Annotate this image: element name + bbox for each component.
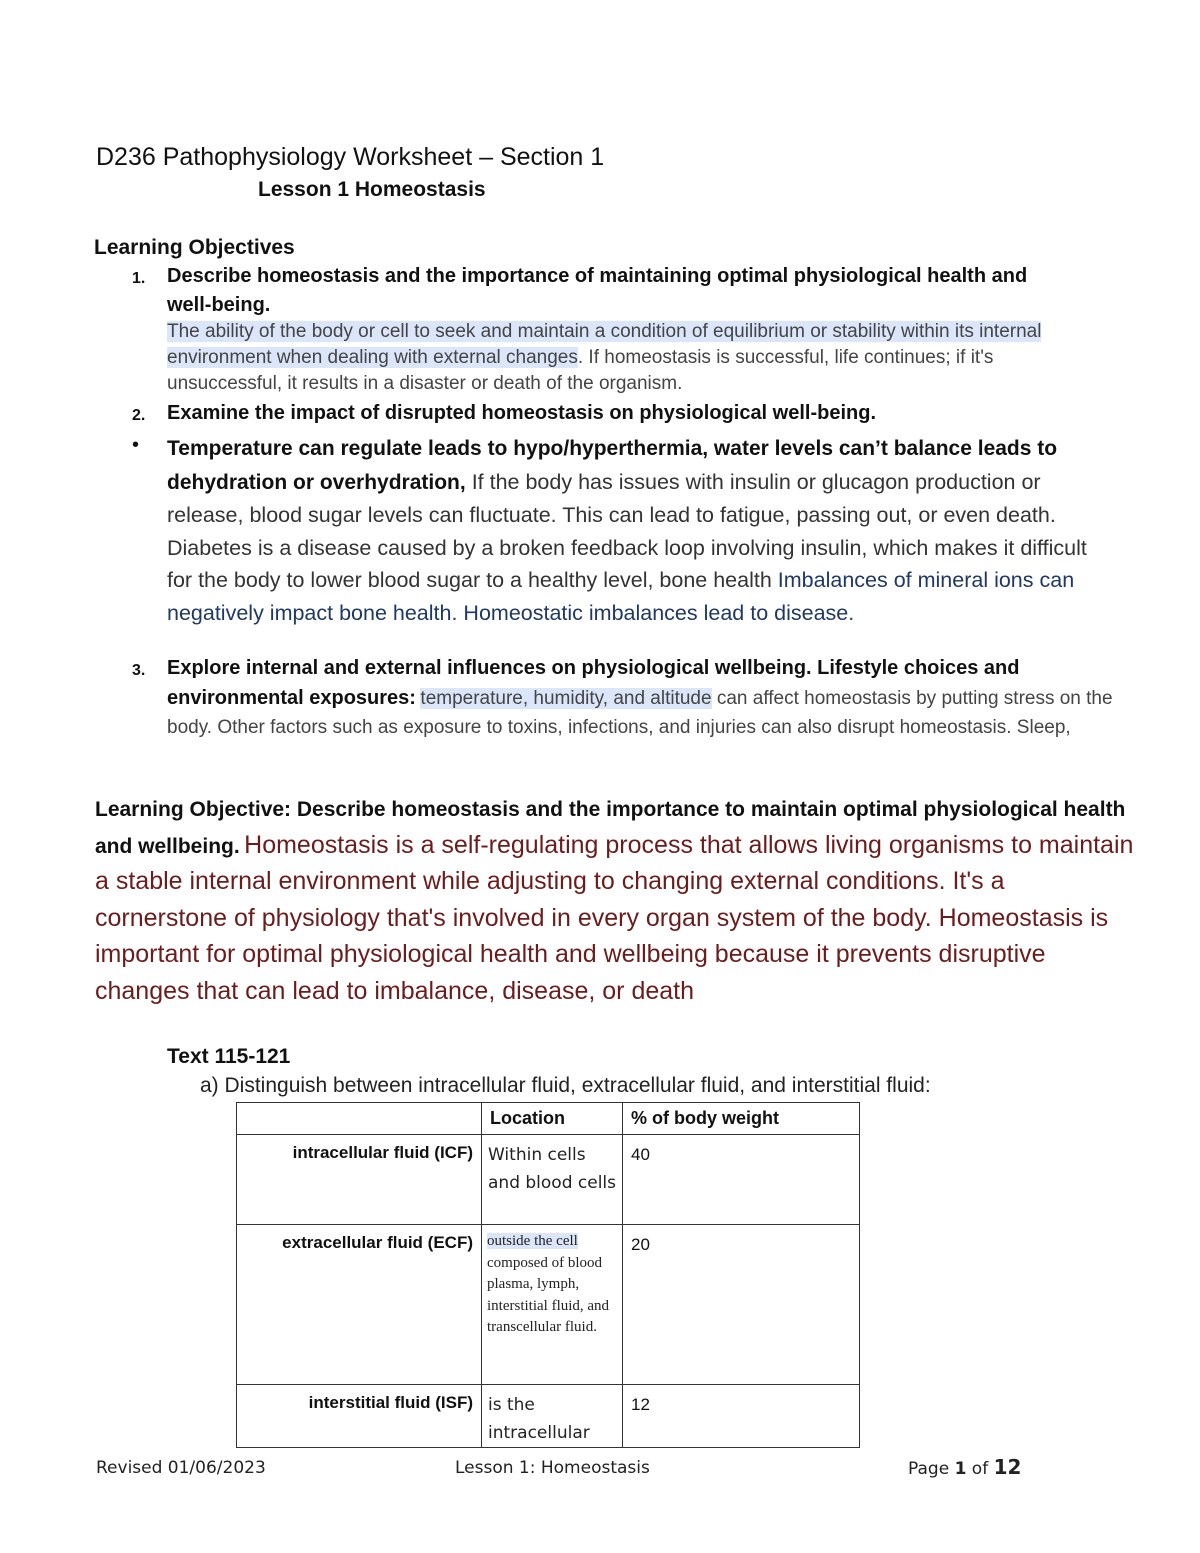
row-location: Within cells and blood cells <box>482 1135 623 1225</box>
question-a: a) Distinguish between intracellular fluid, extracellular fluid, and interstitial fluid: <box>200 1074 931 1097</box>
objective-1-answer <box>167 319 1077 397</box>
row-name: extracellular fluid (ECF) <box>237 1225 482 1385</box>
footer-page-of: of <box>966 1459 994 1479</box>
bullet-text-2: Imbalances of mineral ions can negatively impact bone health. <box>167 568 1075 625</box>
row-percent: 12 <box>623 1385 860 1448</box>
learning-objectives-heading: Learning Objectives <box>94 236 295 259</box>
lesson-title: Lesson 1 Homeostasis <box>258 178 486 201</box>
header-cell-percent: % of body weight <box>623 1103 860 1135</box>
footer-revised: Revised 01/06/2023 <box>96 1458 266 1478</box>
bullet-marker: • <box>132 434 140 456</box>
table-header-row <box>237 1103 860 1135</box>
row-name: intracellular fluid (ICF) <box>237 1135 482 1225</box>
objective-3 <box>167 654 1127 743</box>
bullet-bold: Temperature can regulate leads to hypo/hyperthermia, water levels can’t balance leads to dehydration or overhydration, <box>167 437 1058 494</box>
bullet-text-3: Homeostatic imbalances lead to disease. <box>457 600 855 625</box>
objective-1-answer-rest: . If homeostasis is successful, life continues; if it's unsuccessful, it results in a disaster or death of the organism. <box>167 347 994 394</box>
learning-objective-section <box>95 794 1135 1011</box>
footer-page-num: 1 <box>954 1459 967 1479</box>
table-row <box>237 1225 860 1385</box>
row-percent: 20 <box>623 1225 860 1385</box>
row-location-rest: composed of blood plasma, lymph, interstitial fluid, and transcellular fluid. <box>487 1254 610 1335</box>
objective-1-number: 1. <box>132 270 146 287</box>
footer-page-prefix: Page <box>908 1459 955 1479</box>
footer-page-total: 12 <box>993 1455 1022 1479</box>
header-cell-location: Location <box>482 1103 623 1135</box>
objective-2-number: 2. <box>132 407 146 424</box>
row-location-highlight: outside the cell <box>487 1233 578 1249</box>
objective-1-answer-highlight: The ability of the body or cell to seek and maintain a condition of equilibrium or stability within its internal environment when dealing with external changes <box>167 321 1042 368</box>
objective-1-text: Describe homeostasis and the importance of maintaining optimal physiological health and well-being. <box>167 265 1028 316</box>
bullet-text-1: If the body has issues with insulin or glucagon production or release, blood sugar levels can fluctuate. This can lead to fatigue, passing out, or even death. Diabetes is a disease caused by a broken feedback loop involving insulin, which makes it difficult for the body to lower blood sugar to a healthy level, bone health <box>167 469 1087 592</box>
footer-center: Lesson 1: Homeostasis <box>455 1458 650 1478</box>
fluids-table <box>236 1102 860 1448</box>
objective-1 <box>167 262 1077 397</box>
objective-3-bold: Explore internal and external influences on physiological wellbeing. Lifestyle choices and environmental exposures: <box>167 657 1020 709</box>
objective-2-text: Examine the impact of disrupted homeostasis on physiological well-being. <box>167 402 877 424</box>
objective-3-highlight: temperature, humidity, and altitude <box>420 688 712 709</box>
learning-objective-bold: Learning Objective: Describe homeostasis and the importance to maintain optimal physiological health and wellbeing. <box>95 798 1126 858</box>
row-percent: 40 <box>623 1135 860 1225</box>
table-row <box>237 1385 860 1448</box>
objective-3-rest: can affect homeostasis by putting stress on the body. Other factors such as exposure to toxins, infections, and injuries can also disrupt homeostasis. Sleep, <box>167 688 1113 738</box>
row-location <box>482 1225 623 1385</box>
table-row <box>237 1135 860 1225</box>
page-title: D236 Pathophysiology Worksheet – Section 1 <box>96 143 605 171</box>
header-cell-empty <box>237 1103 482 1135</box>
text-reference: Text 115-121 <box>167 1045 291 1068</box>
row-location: is the intracellular <box>482 1385 623 1448</box>
learning-objective-answer: Homeostasis is a self-regulating process that allows living organisms to maintain a stable internal environment while adjusting to changing external conditions. It's a cornerstone of physiology that's involved in every organ system of the body. Homeostasis is important for optimal physiological health and wellbeing because it prevents disruptive changes that can lead to imbalance, disease, or death <box>95 830 1134 1005</box>
bullet-paragraph <box>167 432 1112 629</box>
objective-3-number: 3. <box>132 662 146 679</box>
footer-page <box>908 1455 1021 1479</box>
row-name: interstitial fluid (ISF) <box>237 1385 482 1448</box>
